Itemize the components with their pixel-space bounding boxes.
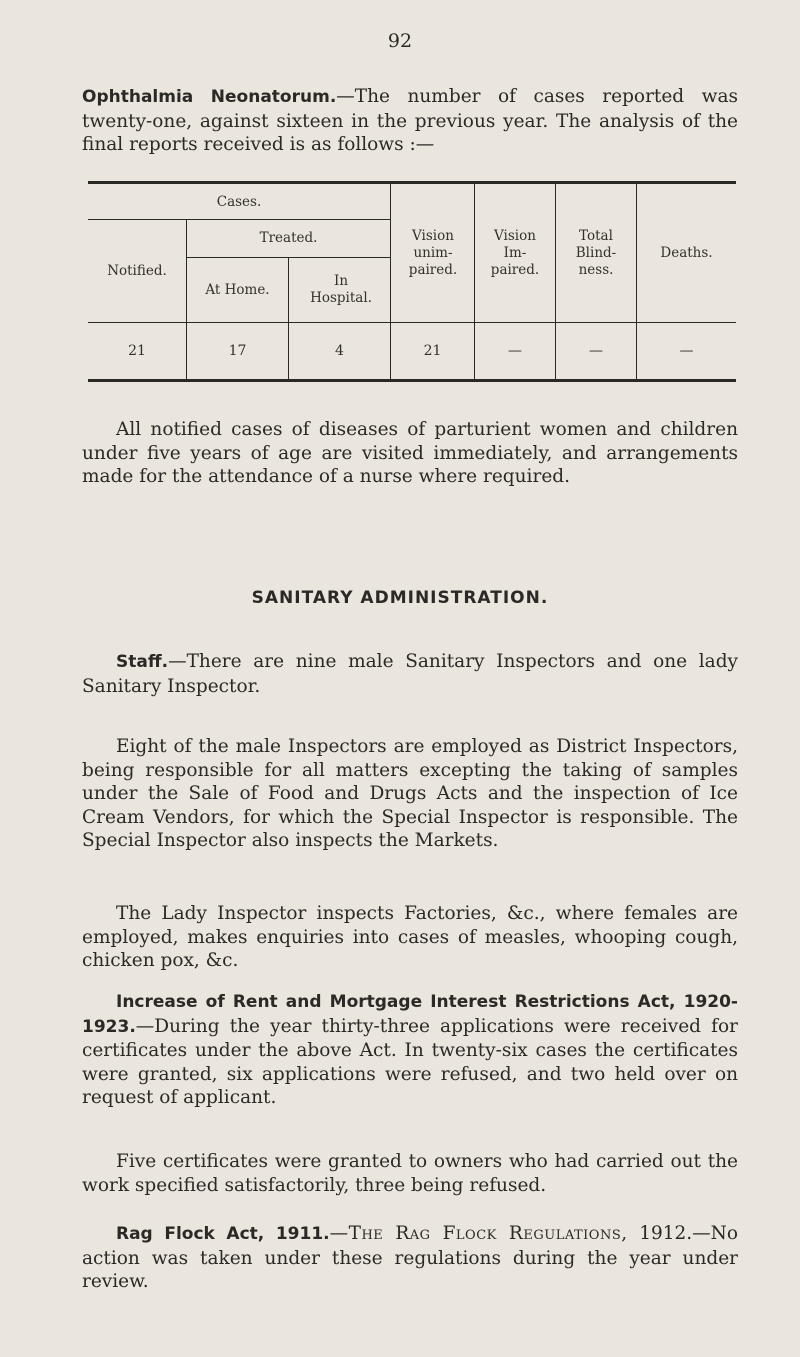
ophthalmia-table: [88, 181, 736, 385]
header-vision-unimpaired: Vision unim- paired.: [408, 227, 458, 278]
cell-vision-unimpaired: 21: [423, 342, 442, 359]
cell-vision-impaired: —: [508, 342, 522, 359]
header-total-blindness: Total Blind- ness.: [575, 227, 617, 278]
header-cases: Cases.: [216, 193, 262, 210]
cell-deaths: —: [679, 342, 694, 359]
eight-inspectors-paragraph: Eight of the male Inspectors are employed as District Inspectors, being responsible for all matters excepting the taking of samples under the Sale of Food and Drugs Acts and the inspection of Ice Cream Vendors, for which the Special Inspector is responsible. The Special Inspector also inspects the Markets.: [82, 736, 738, 851]
rent-act-text: —During the year thirty-three applications were received for certificates under the above Act. In twenty-six cases the certificates were granted, six applications were refused, and two held over on request of applicant.: [82, 1015, 738, 1108]
ophthalmia-paragraph: [82, 85, 738, 157]
header-in-hospital: In Hospital.: [310, 273, 372, 306]
staff-heading: Staff.: [116, 652, 169, 672]
rag-flock-regulations: —The Rag Flock Regulations,: [329, 1223, 628, 1244]
staff-paragraph: [82, 650, 738, 698]
five-certificates-paragraph: Five certificates were granted to owners who had carried out the work specified satisfactorily, three being refused.: [82, 1151, 738, 1196]
header-deaths: Deaths.: [660, 244, 713, 261]
rag-flock-text: 1912.—No action was taken under these regulations during the year under review.: [82, 1223, 738, 1292]
header-treated: Treated.: [259, 230, 318, 246]
cell-in-hospital: 4: [335, 342, 344, 359]
rent-act-heading: Increase of Rent and Mortgage Interest Restrictions Act, 1920-1923.: [82, 992, 738, 1037]
lady-inspector-paragraph: The Lady Inspector inspects Factories, &c., where females are employed, makes enquiries into cases of measles, whooping cough, chicken pox, &c.: [82, 903, 738, 971]
section-heading-sanitary: SANITARY ADMINISTRATION.: [251, 588, 549, 608]
table-bottom-rule: [88, 379, 736, 382]
cell-at-home: 17: [228, 342, 247, 359]
staff-text: —There are nine male Sanitary Inspectors and one lady Sanitary Inspector.: [82, 651, 738, 697]
notified-cases-paragraph: All notified cases of diseases of parturient women and children under five years of age are visited immediately, and arrangements made for the attendance of a nurse where required.: [82, 419, 738, 487]
header-at-home: At Home.: [205, 281, 270, 298]
cell-notified: 21: [128, 342, 146, 359]
rent-act-paragraph: [82, 990, 738, 1110]
rag-flock-paragraph: [82, 1222, 738, 1294]
page-number: 92: [387, 30, 413, 52]
rag-flock-heading: Rag Flock Act, 1911.: [116, 1224, 330, 1244]
header-vision-impaired: Vision Im- paired.: [490, 227, 540, 278]
ophthalmia-heading: Ophthalmia Neonatorum.: [82, 87, 337, 107]
ophthalmia-text: —The number of cases reported was twenty-one, against sixteen in the previous year. The analysis of the final reports received is as follows :—: [82, 86, 738, 155]
cell-total-blindness: —: [589, 342, 603, 359]
header-notified: Notified.: [107, 262, 167, 279]
